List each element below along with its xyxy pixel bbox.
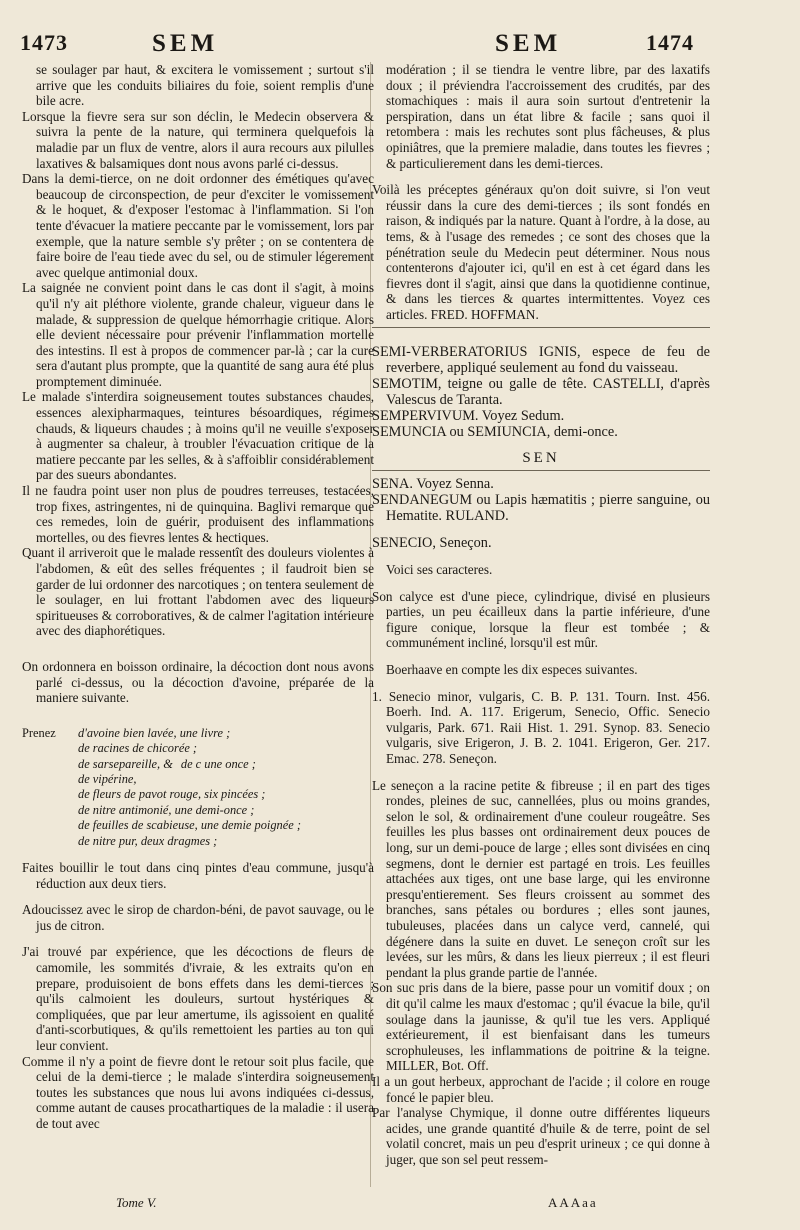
volume-footer: Tome V. xyxy=(116,1195,157,1210)
paragraph: Adoucissez avec le sirop de chardon-béni, de pavot sauvage, ou le jus de citron. xyxy=(22,902,374,933)
recipe-line: de fleurs de pavot rouge, six pincées ; xyxy=(78,787,266,802)
recipe xyxy=(22,726,374,849)
dictionary-entry: SEMPERVIVUM. Voyez Sedum. xyxy=(372,407,565,424)
right-column xyxy=(372,62,710,1167)
paragraph: Quant il arriveroit que le malade ressentît des douleurs violentes à l'abdomen, & eût des selles fréquentes ; il faudroit bien se garder de lui ordonner des narcotiques ; on tentera seulement de le soulager, en lui frottant l'abdomen avec des liqueurs spiritueuses & corroboratives, & de calmer l'agitation intérieure avec des diaphorétiques. xyxy=(22,545,374,639)
recipe-line: de nitre antimonié, une demi-once ; xyxy=(78,802,255,817)
paragraph: Le malade s'interdira soigneusement toutes substances chaudes, essences alexipharmaques, teintures bésoardiques, régimes chauds, & liqueurs chaudes ; à moins qu'il ne veuille s'exposer à augmenter sa chaleur, à troubler l'évacuation critique de la matiere peccante par les selles, & à s'affoiblir considérablement par des sueurs abondantes. xyxy=(22,389,374,483)
dictionary-entry: SEMOTIM, teigne ou galle de tête. CASTELLI, d'après Valescus de Taranta. xyxy=(372,375,710,408)
page-number-left: 1473 xyxy=(20,30,68,55)
left-column xyxy=(22,62,374,1132)
recipe-line: de vipérine, xyxy=(78,771,137,786)
paragraph: Voici ses caracteres. xyxy=(386,562,493,578)
paragraph: La saignée ne convient point dans le cas dont il s'agit, à moins qu'il n'y ait pléthore violente, grande chaleur, vigueur dans le malade, & suppression de quelque hémorrhagie critique. Alors elle devient nécessaire pour prévenir l'inflammation mortelle des intestins. Il est à propos de commencer par-là ; car la cure sera d'autant plus prompte, que la quantité de sang aura été plus promptement diminuée. xyxy=(22,280,374,389)
divider xyxy=(372,327,710,328)
section-heading: SEN xyxy=(522,449,560,466)
recipe-line: de racines de chicorée ; xyxy=(78,741,198,756)
page-number-right: 1474 xyxy=(646,30,694,55)
recipe-brace: de c une once ; xyxy=(180,756,256,771)
recipe-line: de feuilles de scabieuse, une demie poignée ; xyxy=(78,818,301,833)
dictionary-entry: SENA. Voyez Senna. xyxy=(372,476,494,493)
dictionary-entry: SENECIO, Seneçon. xyxy=(372,535,492,552)
paragraph: Faites bouillir le tout dans cinq pintes d'eau commune, jusqu'à réduction aux deux tiers. xyxy=(22,860,374,891)
paragraph: Il a un gout herbeux, approchant de l'acide ; il colore en rouge foncé le papier bleu. xyxy=(372,1073,710,1105)
recipe-label: Prenez xyxy=(22,725,56,740)
running-head-left: SEM xyxy=(152,30,219,57)
paragraph: Son calyce est d'une piece, cylindrique, divisé en plusieurs parties, un peu écailleux dans la partie inférieure, d'une figure conique, lorsque la fleur est tombée ; & communément incliné, lorsqu'il est mûr. xyxy=(372,588,710,651)
paragraph: On ordonnera en boisson ordinaire, la décoction dont nous avons parlé ci-dessus, ou la décoction d'avoine, préparée de la maniere suivante. xyxy=(22,658,374,706)
dictionary-entry: SEMI-VERBERATORIUS IGNIS, espece de feu de reverbere, appliqué seulement au fond du vaisseau. xyxy=(372,343,710,376)
recipe-lines xyxy=(78,726,301,849)
paragraph: Lorsque la fievre sera sur son déclin, le Medecin observera & suivra la pente de la nature, qui terminera quelquefois la maladie par un flux de ventre, alors il aura recours aux pilulles laxatives & balsamiques dont nous avons parlé ci-dessus. xyxy=(22,108,374,171)
signature-mark: AAAaa xyxy=(548,1195,598,1210)
paragraph: Dans la demi-tierce, on ne doit ordonner des émétiques qu'avec beaucoup de circonspection, de peur d'exciter le vomissement & le hoquet, & d'exposer l'estomac à l'inflammation. Si l'on tente d'évacuer la matiere peccante par le vomissement, lors par exemple, que la nature semble s'y prêter ; on se contentera de faire boire de l'eau tiede avec du sel, ou de stimuler légerement avec quelque antimonial doux. xyxy=(22,171,374,280)
divider xyxy=(372,470,710,471)
paragraph: Voilà les préceptes généraux qu'on doit suivre, si l'on veut réussir dans la cure des demi-tierces ; ils sont fondés en raison, & indiqués par la nature. Quant à l'ordre, à la dose, au tems, & à l'usage des remedes ; ce sont des choses que la pénétration seule du Medecin peut déterminer. Nous nous contenterons d'ajouter ici, qu'il en est à cet égard dans les fievres dont il s'agit, ainsi que dans la quotidienne continue, & dans les tierces & quartes intermittentes. Voyez ces articles. FRED. HOFFMAN. xyxy=(372,182,710,322)
paragraph: Il ne faudra point user non plus de poudres terreuses, testacées, trop fixes, astringentes, ni de quinquina. Baglivi remarque que ces remedes, loin de guérir, produisent des inflammations mortelles, ou des fievres lentes & hectiques. xyxy=(22,483,374,545)
recipe-line: de nitre pur, deux dragmes ; xyxy=(78,833,218,848)
paragraph: se soulager par haut, & excitera le vomissement ; surtout s'il arrive que les conduits biliaires du foie, soient remplis d'une bile acre. xyxy=(36,62,374,109)
paragraph: Comme il n'y a point de fievre dont le retour soit plus facile, que celui de la demi-tierce ; le malade s'interdira soigneusement toutes les substances que nous lui avons indiquées ci-dessus, comme autant de causes procathartiques de la maladie : il usera de tout avec xyxy=(22,1053,374,1131)
paragraph: modération ; il se tiendra le ventre libre, par des laxatifs doux ; il préviendra l'accroissement des crudités, par des stomachiques : mais il aura soin surtout d'entretenir la perspiration, dans un état libre & facile ; sans quoi il retombera : mais les rechutes sont plus fâcheuses, & plus opiniâtres, que la premiere maladie, dans toutes les fievres ; & particulierement dans les demi-tierces. xyxy=(386,62,710,171)
paragraph: Par l'analyse Chymique, il donne outre différentes liqueurs acides, une grande quantité d'huile & de terre, point de sel volatil concret, mais un peu d'esprit urineux ; ce qui donne à juger, que son sel peut ressem- xyxy=(372,1105,710,1167)
recipe-line: d'avoine bien lavée, une livre ; xyxy=(78,725,231,740)
dictionary-entry: SENDANEGUM ou Lapis hæmatitis ; pierre sanguine, ou Hematite. RULAND. xyxy=(372,492,710,525)
running-head-right: SEM xyxy=(495,30,562,57)
paragraph: J'ai trouvé par expérience, que les décoctions de fleurs de camomile, les sommités d'ivraie, & les extraits qu'on en prepare, produisoient de bons effets dans les demi-tierces ; qu'ils calmoient les douleurs, surtout hystériques & compliquées, que par leur amertume, ils agissoient en qualité d'anti-scorbutiques, & qu'ils remettoient les parties au ton qui leur convient. xyxy=(22,944,374,1053)
paragraph: 1. Senecio minor, vulgaris, C. B. P. 131. Tourn. Inst. 456. Boerh. Ind. A. 117. Erigerum, Senecio, Offic. Senecio vulgaris, Park. 671. Raii Hist. 1. 291. Synop. 83. Senecio vulgaris, sive Erigeron, J. B. 2. 1041. Erigeron, Ger. 217. Emac. 278. Seneçon. xyxy=(372,688,710,767)
paragraph: Boerhaave en compte les dix especes suivantes. xyxy=(386,662,638,678)
paragraph: Son suc pris dans de la biere, passe pour un vomitif doux ; on dit qu'il calme les maux d'estomac ; qu'il évacue la bile, qu'il soulage dans la jaunisse, & qu'il tue les vers. Appliqué extérieurement, il est bienfaisant dans les tumeurs scrophuleuses, les inflammations de poitrine & la teigne. MILLER, Bot. Off. xyxy=(372,980,710,1074)
paragraph: Le seneçon a la racine petite & fibreuse ; il en part des tiges rondes, pleines de suc, cannellées, plus ou moins grandes, selon le sol, & ordinairement d'une couleur rougeâtre. Ses feuilles les plus basses ont ordinairement deux pouces de long, sur un demi-pouce de large ; elles sont divisées en cinq segmens, dont le dernier est partagé en trois. Les feuilles attachées aux tiges, ont une base large, qui les environne presqu'entierement. Ses fleurs croissent au sommet des branches, sans pétales ou bordures ; elles sont jaunes, tubuleuses, placées dans un calyce verd, cannelé, qui dégénere dans la suite en duvet. Le seneçon croît sur les levées, sur les mûrs, & dans les lieux pierreux ; il est fleuri pendant la plus grande partie de l'année. xyxy=(372,777,710,980)
dictionary-entry: SEMUNCIA ou SEMIUNCIA, demi-once. xyxy=(372,423,618,440)
recipe-line: de sarsepareille, & de c une once ; xyxy=(78,756,256,771)
